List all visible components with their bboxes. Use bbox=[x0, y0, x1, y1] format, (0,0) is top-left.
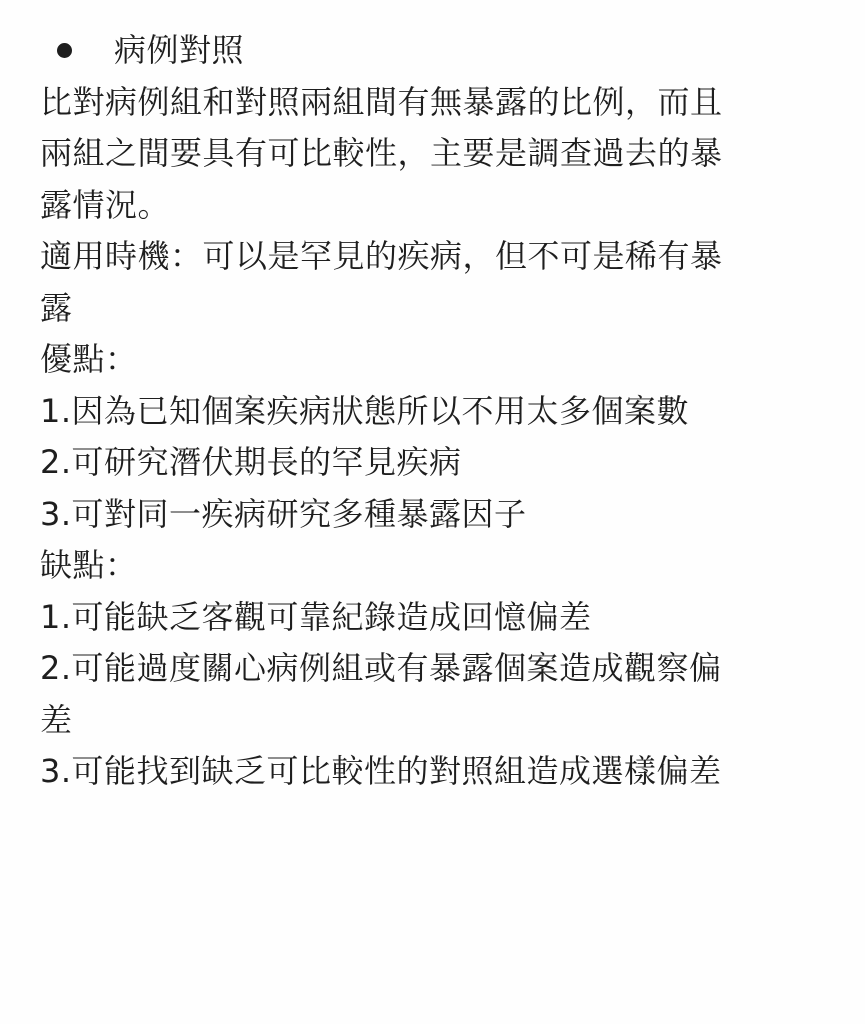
text-line: 3.可能找到缺乏可比較性的對照組造成選樣偏差 bbox=[40, 752, 722, 790]
text-line: 差 bbox=[40, 700, 73, 739]
bullet-heading: 病例對照 bbox=[114, 31, 245, 69]
text-line: 2.可研究潛伏期長的罕見疾病 bbox=[40, 443, 462, 481]
text-line: 比對病例組和對照兩組間有無暴露的比例，而且 bbox=[40, 82, 723, 121]
text-line: 2.可能過度關心病例組或有暴露個案造成觀察偏 bbox=[40, 649, 722, 687]
bullet-item bbox=[40, 25, 820, 77]
text-line: 優點： bbox=[40, 340, 138, 378]
bullet-dot-icon bbox=[57, 43, 72, 58]
text-line: 適用時機：可以是罕見的疾病，但不可是稀有暴 bbox=[40, 237, 723, 275]
text-line: 3.可對同一疾病研究多種暴露因子 bbox=[40, 494, 527, 533]
text-line: 1.因為已知個案疾病狀態所以不用太多個案數 bbox=[40, 391, 690, 430]
text-line: 露 bbox=[40, 288, 73, 327]
text-line: 1.可能缺乏客觀可靠紀錄造成回憶偏差 bbox=[40, 597, 592, 636]
text-line: 露情況。 bbox=[40, 185, 171, 224]
text-line: 缺點： bbox=[40, 546, 138, 584]
note-content bbox=[40, 25, 820, 798]
text-line: 兩組之間要具有可比較性，主要是調查過去的暴 bbox=[40, 134, 723, 172]
